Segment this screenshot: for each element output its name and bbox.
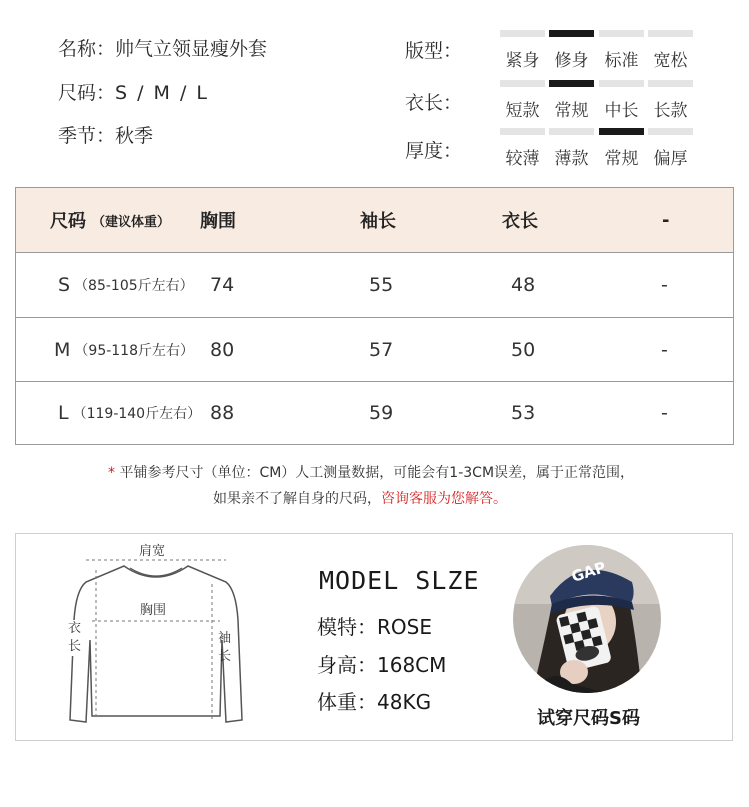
cap-logo-text: GAP [569, 557, 609, 586]
selected-indicator [549, 80, 594, 87]
option-indicator [549, 128, 594, 135]
attr-option [648, 128, 693, 169]
attr-option-label: 短款 [505, 101, 540, 121]
table-row [16, 253, 733, 318]
size-table-header [16, 188, 733, 253]
attr-option-label: 修身 [554, 51, 589, 71]
product-name: 名称：帅气立领显瘦外套 [58, 38, 268, 60]
option-indicator [500, 128, 545, 135]
row-chest: 88 [210, 402, 235, 424]
model-photo [512, 544, 662, 694]
row-size: M （95-118斤左右） [54, 338, 194, 361]
row-sleeve: 57 [369, 338, 394, 361]
selected-indicator [599, 128, 644, 135]
row-sleeve: 55 [369, 274, 394, 296]
option-indicator [648, 128, 693, 135]
option-indicator [599, 80, 644, 87]
consult-service-link[interactable]: 咨询客服为您解答。 [381, 491, 507, 507]
option-indicator [599, 30, 644, 37]
model-name: 模特：ROSE [317, 615, 432, 639]
product-season: 季节：秋季 [58, 125, 154, 147]
row-size: L （119-140斤左右） [58, 402, 202, 424]
fit-size-note: 试穿尺码S码 [537, 708, 640, 729]
size-table [15, 187, 734, 445]
option-indicator [500, 80, 545, 87]
attr-option-label: 标准 [604, 51, 639, 71]
row-extra: - [661, 338, 668, 361]
row-chest: 74 [210, 274, 235, 296]
attr-option-label: 常规 [554, 101, 589, 121]
measurement-note: * 平铺参考尺寸（单位：CM）人工测量数据，可能会有1-3CM误差，属于正常范围， [108, 465, 635, 481]
attr-option [549, 30, 594, 71]
model-info-box [15, 533, 733, 741]
attr-length-label: 衣长： [405, 92, 463, 114]
header-extra: - [662, 209, 670, 231]
table-row [16, 382, 733, 444]
row-chest: 80 [210, 338, 235, 361]
label-shoulder: 肩宽 [137, 540, 167, 559]
label-chest: 胸围 [138, 599, 168, 618]
model-height: 身高：168CM [317, 653, 447, 677]
attr-option-label: 常规 [604, 149, 639, 169]
attr-option-label: 长款 [653, 101, 688, 121]
attr-option [500, 80, 545, 121]
label-length: 衣长 [68, 621, 82, 654]
attr-fit-label: 版型： [405, 40, 463, 62]
header-length: 衣长 [502, 211, 538, 232]
attr-option [549, 80, 594, 121]
header-size: 尺码 （建议体重） [50, 211, 171, 232]
attr-option-label: 薄款 [554, 149, 589, 169]
attr-option [500, 128, 545, 169]
model-weight: 体重：48KG [317, 690, 432, 714]
row-size: S （85-105斤左右） [58, 274, 194, 296]
selected-indicator [549, 30, 594, 37]
attr-thickness-label: 厚度： [405, 140, 463, 162]
consult-note: 如果亲不了解自身的尺码，咨询客服为您解答。 [213, 491, 507, 507]
attr-option-label: 紧身 [505, 51, 540, 71]
attr-option [549, 128, 594, 169]
row-length: 50 [511, 338, 536, 361]
table-row [16, 318, 733, 382]
model-size-title: MODEL SLZE [319, 566, 480, 595]
attr-option [648, 30, 693, 71]
row-length: 48 [511, 274, 536, 296]
row-extra: - [661, 274, 668, 296]
product-size: 尺码：S / M / L [58, 82, 210, 104]
option-indicator [500, 30, 545, 37]
attr-option [648, 80, 693, 121]
row-length: 53 [511, 402, 536, 424]
attr-option [599, 128, 644, 169]
header-chest: 胸围 [200, 211, 236, 232]
option-indicator [648, 30, 693, 37]
header-sleeve: 袖长 [360, 211, 396, 232]
attr-option-label: 较薄 [505, 149, 540, 169]
attr-option-label: 偏厚 [653, 149, 688, 169]
attr-option-label: 宽松 [653, 51, 688, 71]
attr-option [599, 30, 644, 71]
label-sleeve: 袖长 [218, 631, 232, 664]
row-sleeve: 59 [369, 402, 394, 424]
attr-option [500, 30, 545, 71]
option-indicator [648, 80, 693, 87]
attr-option-label: 中长 [604, 101, 639, 121]
attr-option [599, 80, 644, 121]
row-extra: - [661, 402, 668, 424]
